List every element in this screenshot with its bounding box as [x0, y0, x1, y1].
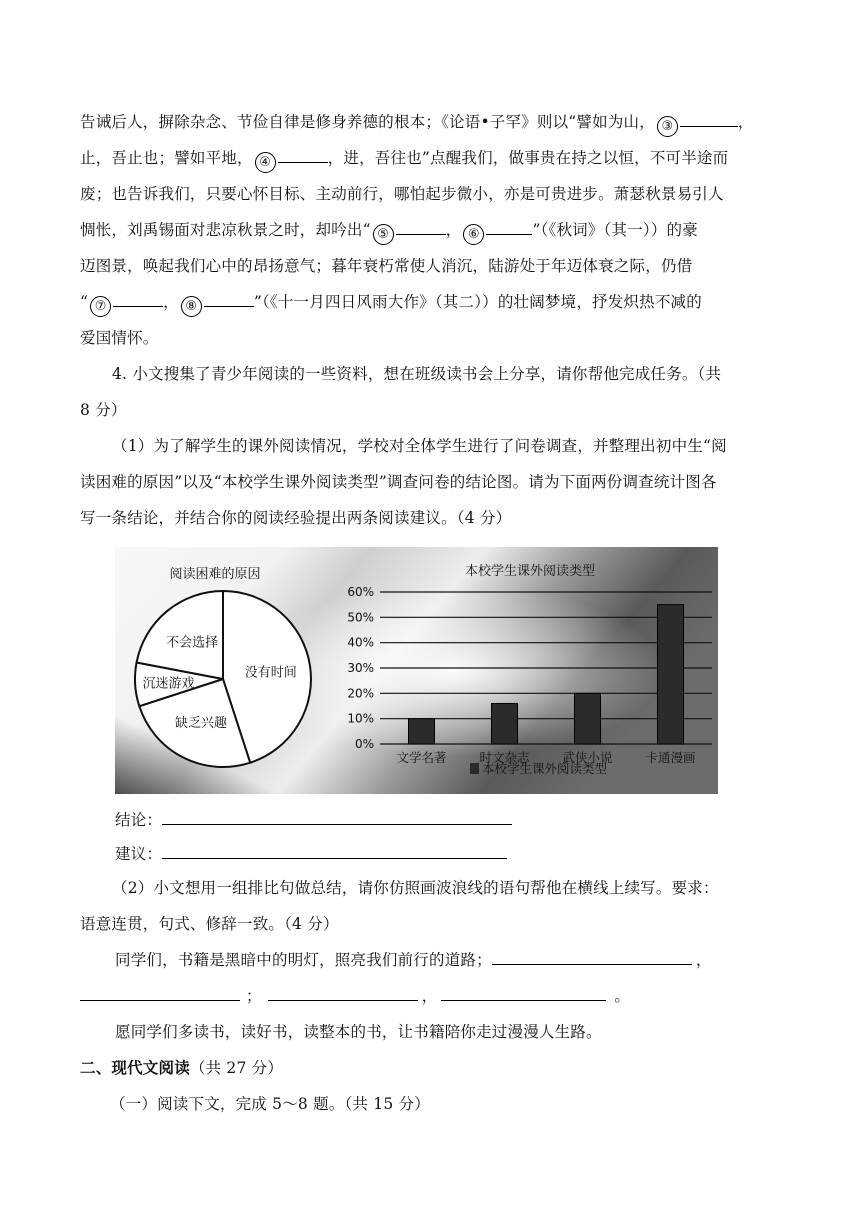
parallel-answer-line-4[interactable]: [441, 986, 606, 1001]
parallel-answer-line-1[interactable]: [492, 950, 692, 965]
y-tick-label: 40%: [347, 635, 374, 650]
conclusion-row: [115, 808, 512, 830]
subquestion-1-line: 写一条结论，并结合你的阅读经验提出两条阅读建议。（4 分）: [80, 509, 512, 527]
answer-blank-5[interactable]: [396, 220, 446, 235]
blank-marker-8: ⑧: [181, 296, 202, 317]
blank-marker-6: ⑥: [463, 224, 484, 245]
y-tick-label: 20%: [347, 686, 374, 701]
survey-figure: [115, 547, 718, 794]
y-tick-label: 0%: [354, 737, 374, 751]
section-2-heading: [80, 1056, 283, 1078]
text: 惆怅，刘禹锡面对悲凉秋景之时，却吟出“: [80, 221, 371, 239]
text: ，: [737, 113, 754, 131]
question-4-score: 8 分）: [80, 401, 127, 419]
pie-slice-label: 缺乏兴趣: [174, 716, 228, 732]
x-category-label: 武侠小说: [562, 750, 613, 765]
paragraph-line: [80, 218, 698, 245]
parallel-answer-line-3[interactable]: [268, 986, 418, 1001]
blank-marker-4: ④: [255, 152, 276, 173]
question-4-title: 4. 小文搜集了青少年阅读的一些资料，想在班级读书会上分享，请你帮他完成任务。（共: [112, 365, 722, 383]
paragraph-line: [80, 110, 754, 137]
reading-subsection: （一）阅读下文，完成 5～8 题。（共 15 分）: [110, 1095, 430, 1113]
subquestion-1-line: 读困难的原因”以及“本校学生课外阅读类型”调查问卷的结论图。请为下面两份调查统计图各: [80, 473, 717, 491]
text: 。: [614, 987, 631, 1005]
answer-blank-4[interactable]: [278, 148, 328, 163]
blank-marker-5: ⑤: [373, 224, 394, 245]
closing-sentence: 愿同学们多读书，读好书，读整本的书，让书籍陪你走过漫漫人生路。: [115, 1023, 602, 1041]
pie-slice-label: 沉迷游戏: [142, 676, 195, 692]
text: 同学们，书籍是黑暗中的明灯，照亮我们前行的道路；: [115, 951, 492, 969]
bar-chart-title: 本校学生课外阅读类型: [464, 564, 596, 579]
paragraph-line: 废；也告诉我们，只要心怀目标、主动前行，哪怕起步微小，亦是可贵进步。萧瑟秋景易引人: [80, 185, 724, 203]
paragraph-line: [80, 146, 728, 173]
text: ，: [445, 221, 462, 239]
x-category-label: 时文杂志: [479, 750, 530, 765]
y-tick-label: 50%: [347, 610, 374, 625]
blank-marker-7: ⑦: [90, 296, 111, 317]
suggestion-row: [115, 842, 507, 864]
y-tick-label: 30%: [347, 661, 374, 675]
subquestion-2-line: （2）小文想用一组排比句做总结，请你仿照画波浪线的语句帮他在横线上续写。要求：: [112, 879, 719, 897]
suggestion-answer-line[interactable]: [162, 844, 507, 859]
x-category-label: 卡通漫画: [645, 750, 696, 765]
text: ，进，吾往也”点醒我们，做事贵在持之以恒，不可半途而: [327, 149, 729, 167]
text: “: [80, 293, 89, 311]
subquestion-2-line: 语意连贯，句式、修辞一致。（4 分）: [80, 915, 339, 933]
text: ”（《十一月四日风雨大作》（其二））的壮阔梦境，抒发炽热不减的: [253, 293, 702, 311]
bar: [409, 719, 435, 744]
text: ”（《秋词》（其一））的豪: [532, 221, 698, 239]
text: 告诫后人，摒除杂念、节俭自律是修身养德的根本；《论语•子罕》则以“譬如为山，: [80, 113, 655, 131]
parallel-sentence-line: [80, 984, 630, 1006]
blank-marker-3: ③: [657, 116, 678, 137]
text: ；: [246, 987, 262, 1005]
bar: [575, 693, 601, 744]
text: ，: [163, 293, 179, 311]
bar: [658, 605, 684, 744]
bar: [492, 703, 518, 744]
survey-charts-svg: [115, 547, 718, 794]
text: ，: [421, 987, 438, 1005]
y-tick-label: 10%: [347, 711, 374, 726]
paragraph-line: [80, 290, 702, 317]
conclusion-label: 结论：: [115, 811, 163, 829]
answer-blank-7[interactable]: [113, 292, 163, 307]
section-score: （共 27 分）: [189, 1059, 284, 1077]
answer-blank-8[interactable]: [204, 292, 254, 307]
text: ，: [695, 951, 712, 969]
legend-swatch: [470, 763, 479, 774]
parallel-sentence-line: [115, 948, 712, 970]
section-title: 二、现代文阅读: [80, 1059, 190, 1077]
suggestion-label: 建议：: [115, 845, 163, 863]
x-category-label: 文学名著: [396, 750, 447, 765]
legend-label: 本校学生课外阅读类型: [482, 761, 608, 776]
text: 止，吾止也；譬如平地，: [80, 149, 253, 167]
pie-chart: [135, 591, 311, 767]
answer-blank-6[interactable]: [486, 220, 532, 235]
parallel-answer-line-2[interactable]: [80, 986, 240, 1001]
pie-chart-title: 阅读困难的原因: [169, 567, 261, 582]
y-tick-label: 60%: [347, 585, 374, 599]
pie-slice-label: 不会选择: [166, 635, 219, 651]
answer-blank-3[interactable]: [680, 112, 738, 127]
paragraph-line: 爱国情怀。: [80, 329, 159, 347]
paragraph-line: 迈图景，唤起我们心中的昂扬意气；暮年衰朽常使人消沉，陆游处于年迈体衰之际，仍借: [80, 257, 693, 275]
subquestion-1-line: （1）为了解学生的课外阅读情况，学校对全体学生进行了问卷调查，并整理出初中生“阅: [112, 437, 727, 455]
conclusion-answer-line[interactable]: [162, 810, 512, 825]
pie-slice-label: 没有时间: [244, 665, 297, 681]
